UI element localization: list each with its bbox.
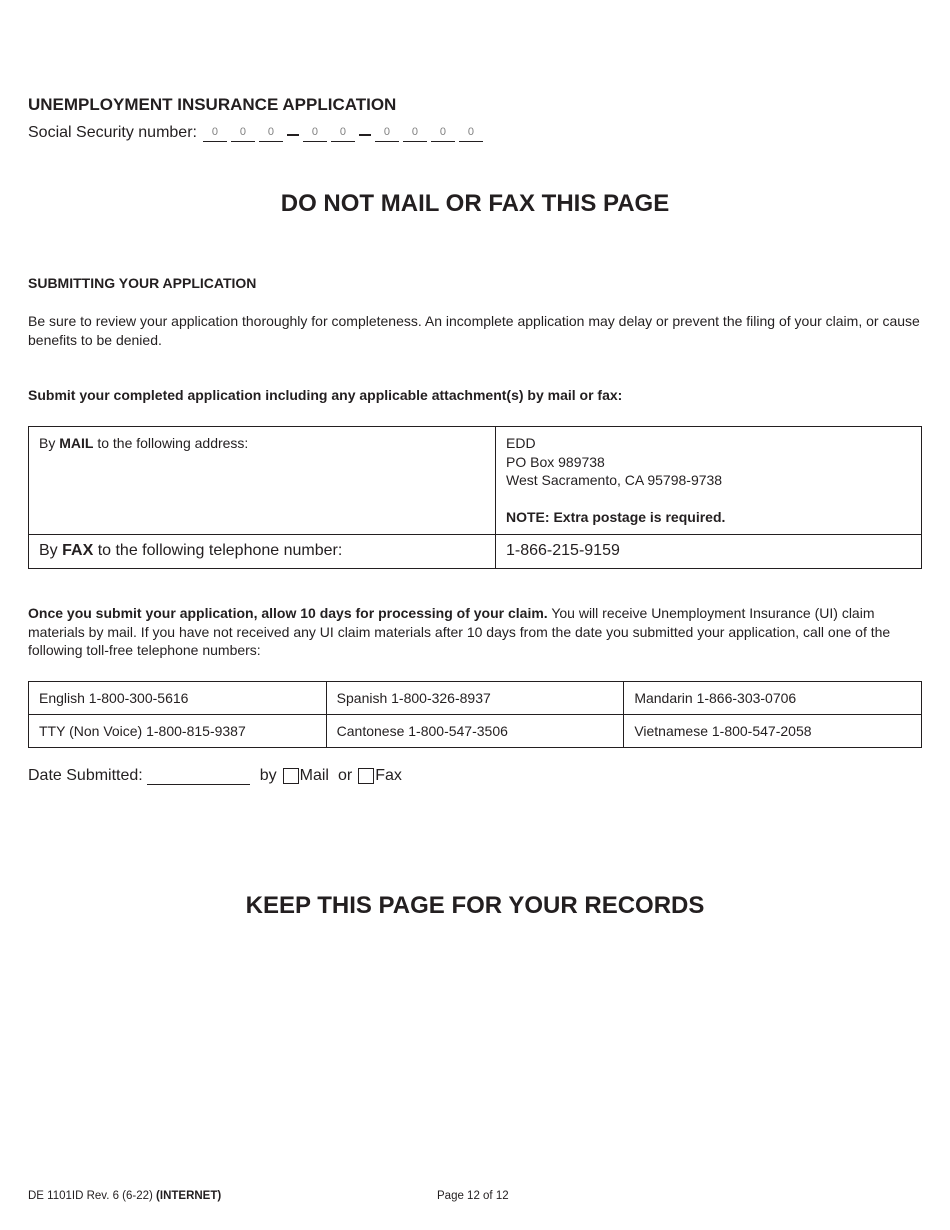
processing-paragraph bbox=[28, 604, 920, 660]
ssn-digit-box[interactable]: 0 bbox=[303, 125, 327, 142]
phone-cell: Cantonese 1-800-547-3506 bbox=[326, 715, 624, 748]
keep-records-headline: KEEP THIS PAGE FOR YOUR RECORDS bbox=[245, 892, 705, 919]
or-label: or bbox=[337, 767, 353, 784]
ssn-digit-box[interactable]: 0 bbox=[203, 125, 227, 142]
ssn-digit-box[interactable]: 0 bbox=[331, 125, 355, 142]
date-submitted-label: Date Submitted: bbox=[28, 767, 143, 784]
form-id: DE 1101ID Rev. 6 (6-22) bbox=[28, 1190, 157, 1202]
phone-numbers-table bbox=[28, 681, 922, 748]
processing-bold: Once you submit your application, allow 10 days for processing of your claim. bbox=[28, 605, 548, 621]
ssn-digit-box[interactable]: 0 bbox=[259, 125, 283, 142]
phone-row bbox=[29, 715, 922, 748]
fax-number-cell: 1-866-215-9159 bbox=[496, 535, 922, 569]
fax-checkbox-label: Fax bbox=[375, 767, 402, 784]
date-submitted-row bbox=[28, 766, 402, 785]
address-line-3: West Sacramento, CA 95798-9738 bbox=[506, 472, 723, 488]
ssn-separator bbox=[359, 134, 371, 136]
submit-instruction: Submit your completed application including any applicable attachment(s) by mail or fax: bbox=[28, 387, 623, 403]
form-title: UNEMPLOYMENT INSURANCE APPLICATION bbox=[28, 95, 397, 114]
processing-rest: You will receive Unemployment Insurance (UI) claim materials by mail. If you have not received any UI claim materials after 10 days from the date you submitted your application, call one of the following toll-free telephone numbers: bbox=[28, 605, 891, 658]
fax-checkbox[interactable] bbox=[358, 768, 374, 784]
address-line-2: PO Box 989738 bbox=[506, 453, 605, 470]
mail-prefix: By bbox=[39, 435, 60, 451]
mail-checkbox[interactable] bbox=[283, 768, 299, 784]
ssn-digit-box[interactable]: 0 bbox=[231, 125, 255, 142]
fax-prefix: By bbox=[39, 542, 63, 559]
by-label: by bbox=[259, 767, 277, 784]
fax-method-cell bbox=[29, 535, 496, 569]
fax-keyword: FAX bbox=[62, 542, 94, 559]
ssn-digit-box[interactable]: 0 bbox=[403, 125, 427, 142]
fax-suffix: to the following telephone number: bbox=[93, 542, 343, 559]
do-not-mail-headline: DO NOT MAIL OR FAX THIS PAGE bbox=[280, 190, 670, 217]
ssn-digit-box[interactable]: 0 bbox=[431, 125, 455, 142]
fax-row bbox=[29, 535, 922, 569]
page-number: Page 12 of 12 bbox=[437, 1190, 509, 1202]
mail-checkbox-label: Mail bbox=[299, 767, 329, 784]
review-paragraph: Be sure to review your application thoroughly for completeness. An incomplete application may delay or prevent the filing of your claim, or cause benefits to be denied. bbox=[28, 313, 920, 348]
phone-cell: TTY (Non Voice) 1-800-815-9387 bbox=[29, 715, 327, 748]
ssn-digit-box[interactable]: 0 bbox=[375, 125, 399, 142]
mail-method-cell bbox=[29, 427, 496, 535]
ssn-label: Social Security number: bbox=[28, 124, 197, 141]
phone-cell: Vietnamese 1-800-547-2058 bbox=[624, 715, 922, 748]
ssn-digit-box[interactable]: 0 bbox=[459, 125, 483, 142]
address-line-1: EDD bbox=[506, 435, 536, 451]
postage-note: NOTE: Extra postage is required. bbox=[506, 509, 726, 525]
ssn-separator bbox=[287, 134, 299, 136]
phone-row bbox=[29, 682, 922, 715]
date-submitted-field[interactable] bbox=[147, 766, 250, 785]
mail-suffix: to the following address: bbox=[93, 435, 249, 451]
mail-keyword: MAIL bbox=[59, 435, 94, 451]
ssn-row bbox=[28, 124, 487, 142]
phone-cell: English 1-800-300-5616 bbox=[29, 682, 327, 715]
phone-cell: Spanish 1-800-326-8937 bbox=[326, 682, 624, 715]
submitting-heading: SUBMITTING YOUR APPLICATION bbox=[28, 275, 257, 291]
form-channel: (INTERNET) bbox=[156, 1190, 222, 1202]
mail-address-cell bbox=[496, 427, 922, 535]
mail-row bbox=[29, 427, 922, 535]
phone-cell: Mandarin 1-866-303-0706 bbox=[624, 682, 922, 715]
submission-methods-table bbox=[28, 426, 922, 569]
form-id-footer bbox=[28, 1190, 221, 1202]
